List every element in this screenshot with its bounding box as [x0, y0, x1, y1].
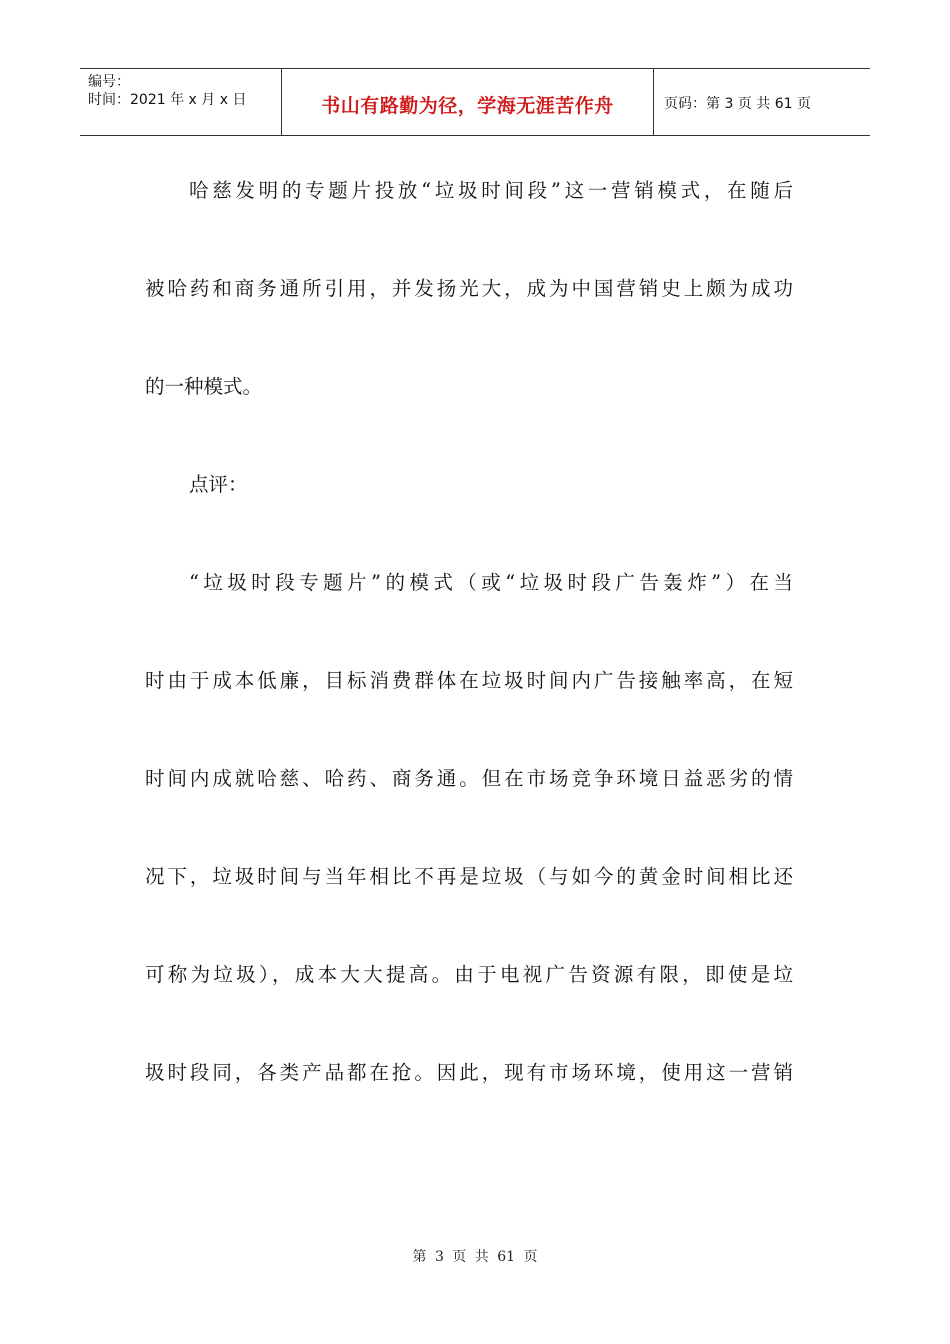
document-header: [80, 68, 870, 136]
header-page-info: 页码：第 3 页 共 61 页: [664, 96, 811, 112]
paragraph-line: “垃圾时段专题片”的模式（或“垃圾时段广告轰炸”）在当: [189, 571, 793, 594]
page-footer: 第 3 页 共 61 页: [412, 1249, 538, 1265]
header-motto: 书山有路勤为径，学海无涯苦作舟: [321, 94, 614, 117]
paragraph-line: 况下，垃圾时间与当年相比不再是垃圾（与如今的黄金时间相比还: [145, 865, 793, 888]
paragraph-line: 的一种模式。: [145, 375, 263, 398]
paragraph-line: 被哈药和商务通所引用，并发扬光大，成为中国营销史上颇为成功: [145, 277, 793, 300]
paragraph-line: 哈慈发明的专题片投放“垃圾时间段”这一营销模式，在随后: [189, 179, 793, 202]
paragraph-line: 可称为垃圾），成本大大提高。由于电视广告资源有限，即使是垃: [145, 963, 793, 986]
paragraph-heading: 点评：: [189, 473, 248, 496]
paragraph-line: 时由于成本低廉，目标消费群体在垃圾时间内广告接触率高，在短: [145, 669, 793, 692]
paragraph-line: 时间内成就哈慈、哈药、商务通。但在市场竞争环境日益恶劣的情: [145, 767, 793, 790]
header-page-cell: [654, 69, 870, 135]
document-date-label: 时间：2021 年 x 月 x 日: [88, 92, 247, 108]
document-number-label: 编号：: [88, 74, 130, 90]
header-motto-cell: [282, 69, 654, 135]
header-meta-cell: [80, 69, 282, 135]
paragraph-line: 圾时段同，各类产品都在抢。因此，现有市场环境，使用这一营销: [145, 1061, 793, 1084]
